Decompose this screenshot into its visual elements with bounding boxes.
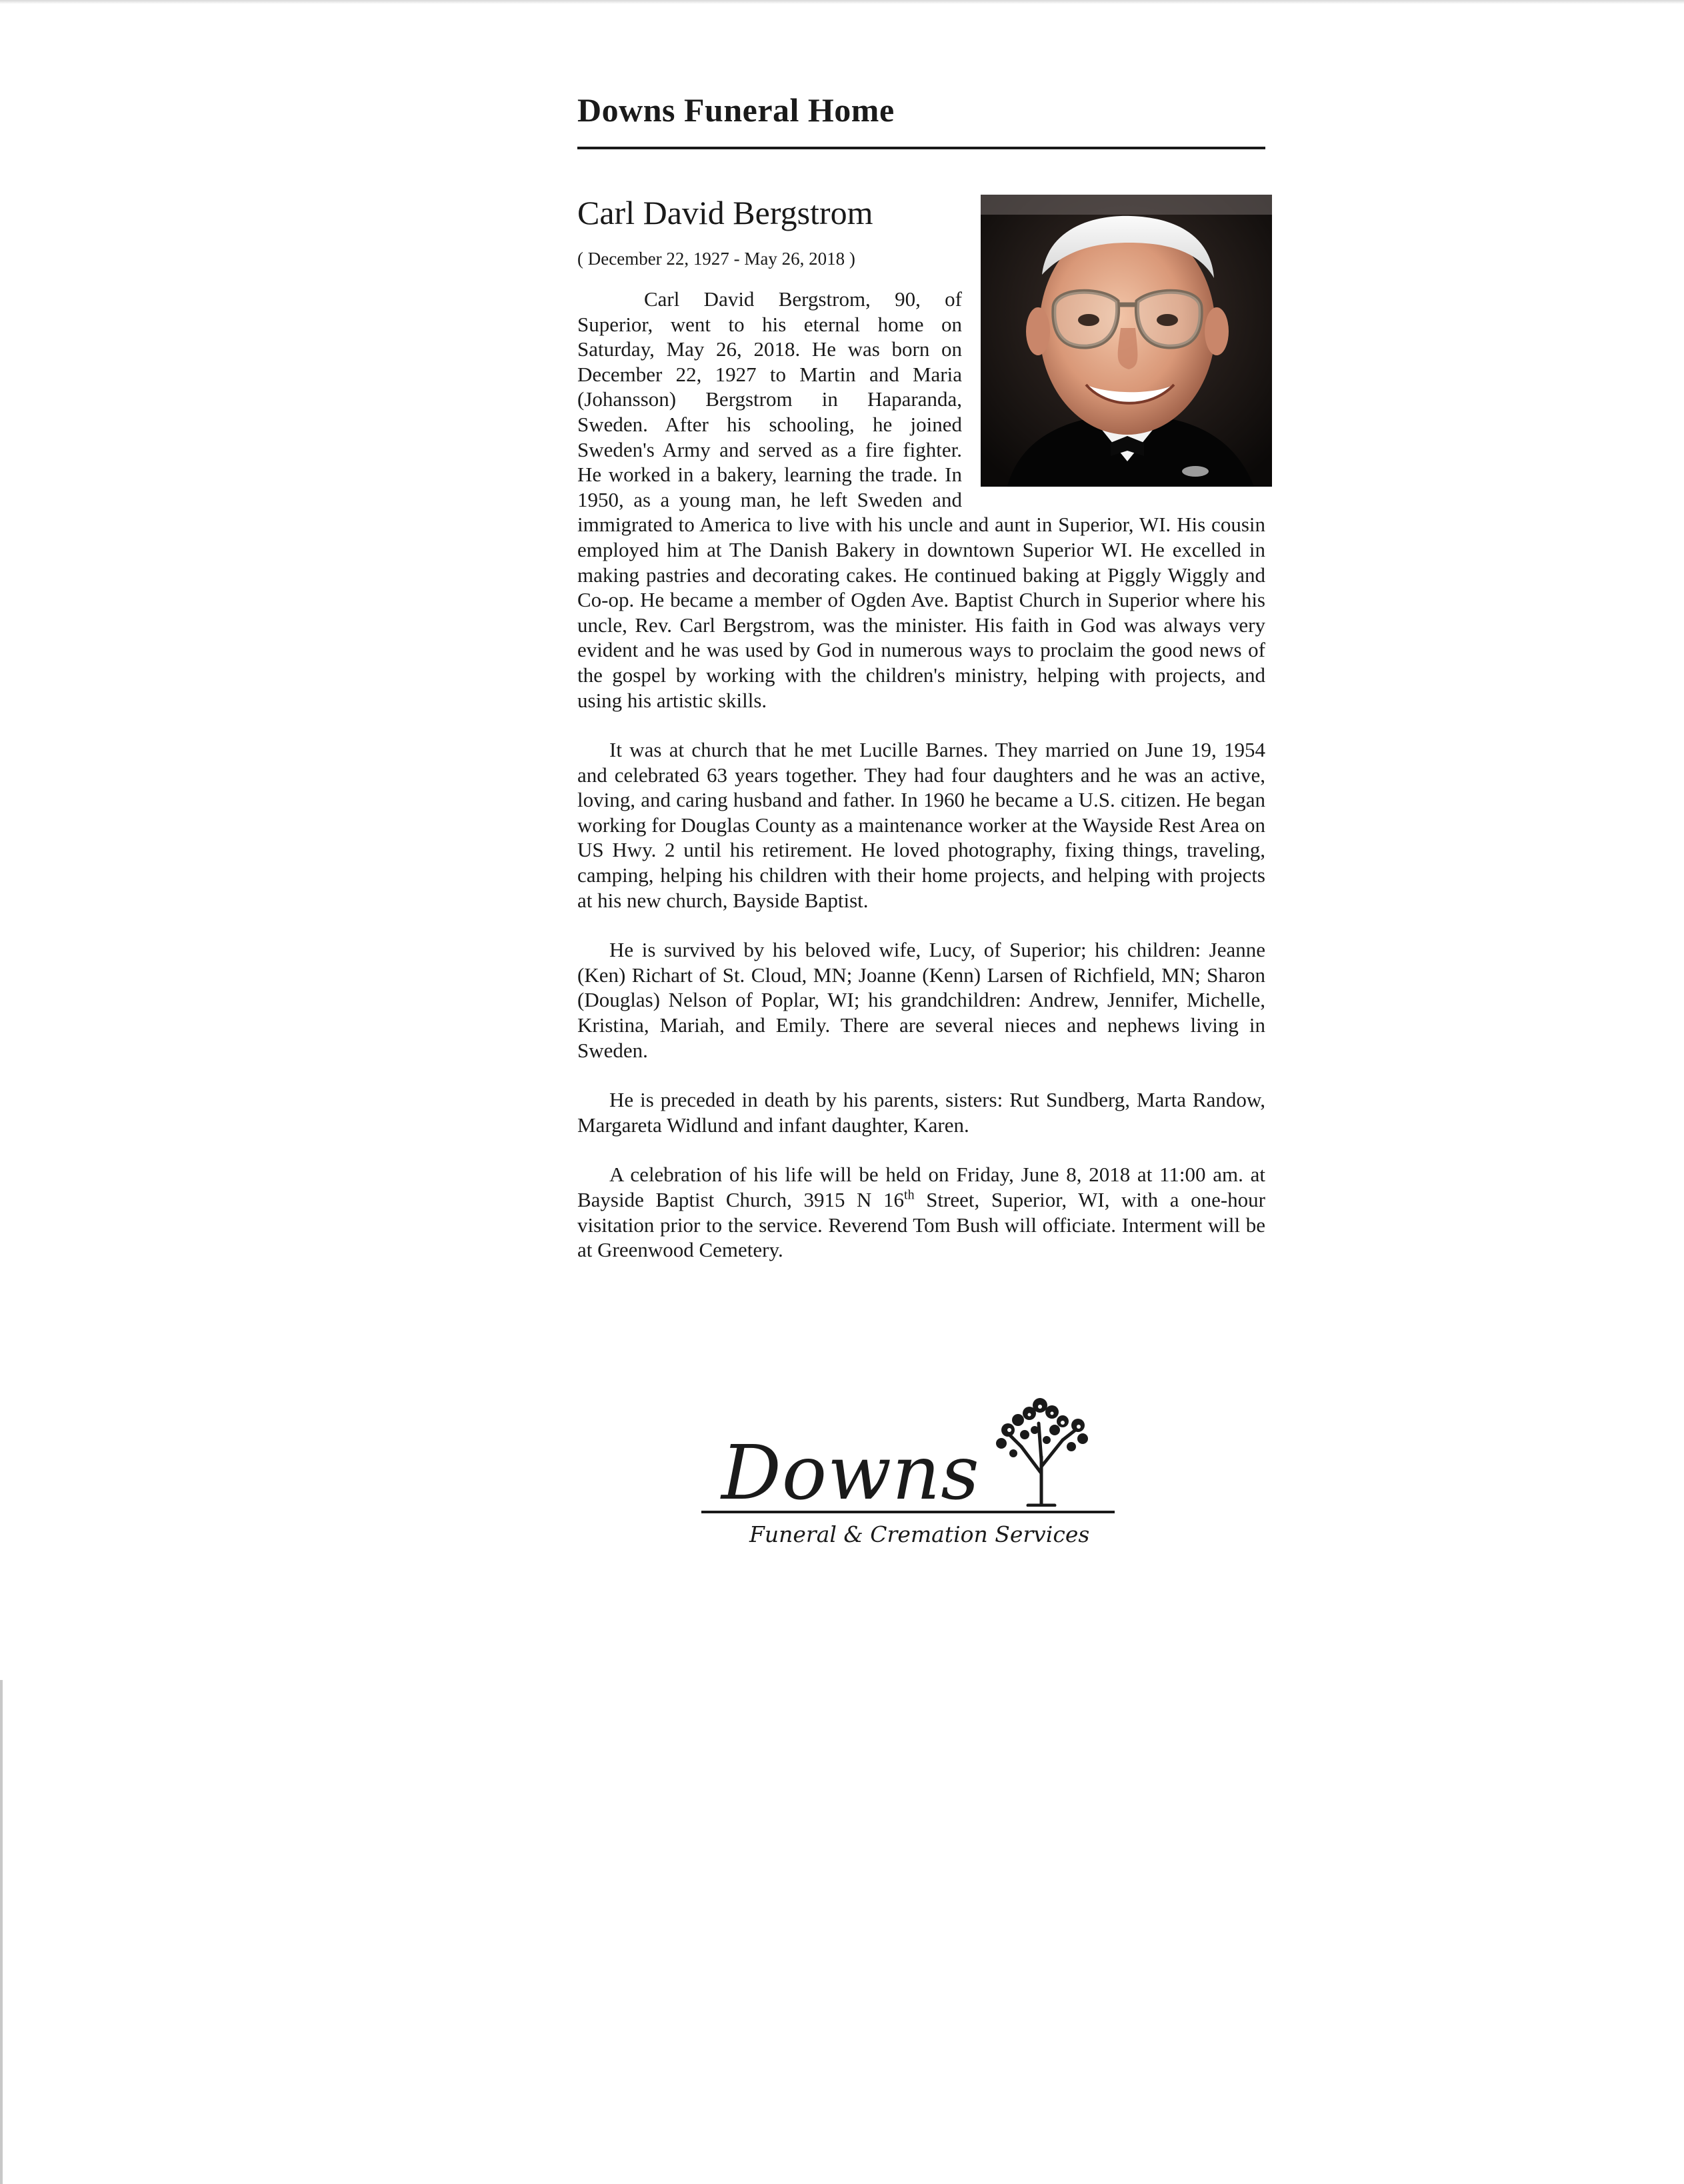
obituary-paragraph: It was at church that he met Lucille Barnes. They married on June 19, 1954 and celebrated 63 years together. They had four daughters and he was an active, loving, and caring husband and father. In 1960 he became a U.S. citizen. He began working for Douglas County as a maintenance worker at the Wayside Rest Area on US Hwy. 2 until his retirement. He loved photography, fixing things, traveling, camping, helping his children with their home projects, and helping with projects at his new church, Bayside Baptist. (577, 738, 1265, 912)
downs-logo (701, 1393, 1115, 1553)
page-header-title: Downs Funeral Home (577, 91, 895, 129)
obituary-name: Carl David Bergstrom (577, 194, 873, 231)
obituary-paragraph: He is preceded in death by his parents, sisters: Rut Sundberg, Marta Randow, Margareta Widlund and infant daughter, Karen. (577, 1088, 1265, 1137)
service-superscript: th (904, 1187, 915, 1203)
obituary-paragraph: He is survived by his beloved wife, Lucy, of Superior; his children: Jeanne (Ken) Richart of St. Cloud, MN; Joanne (Kenn) Larsen of Richfield, MN; Sharon (Douglas) Nelson of Poplar, WI; his grandchildren: Andrew, Jennifer, Michelle, Kristina, Mariah, and Emily. There are several nieces and nephews living in Sweden. (577, 938, 1265, 1062)
logo-tagline: Funeral & Cremation Services (749, 1521, 1090, 1547)
obituary-dates: ( December 22, 1927 - May 26, 2018 ) (577, 249, 855, 269)
obituary-paragraph: Carl David Bergstrom, 90, of Superior, went to his eternal home on Saturday, May 26, 2018. He was born on December 22, 1927 to Martin and Maria (Johansson) Bergstrom in Haparanda, Sweden. After his schooling, he joined Sweden's Army and served as a fire fighter. He worked in a bakery, learning the trade. In 1950, as a young man, he left Sweden and immigrated to America to live with his uncle and aunt in Superior, WI. His cousin employed him at The Danish Bakery in downtown Superior WI. He excelled in making pastries and decorating cakes. He continued baking at Piggly Wiggly and Co-op. He became a member of Ogden Ave. Baptist Church in Superior where his uncle, Rev. Carl Bergstrom, was the minister. His faith in God was always very evident and he was used by God in numerous ways to proclaim the good news of the gospel by working with the children's ministry, helping with projects, and using his artistic skills. (577, 287, 1265, 712)
header-rule (577, 147, 1265, 149)
portrait-photo (981, 195, 1272, 487)
service-text-after: Street, Superior, WI, with a one-hour visitation prior to the service. Reverend Tom Bush will officiate. Interment will be at Greenwood Cemetery. (577, 1188, 1265, 1262)
tree-icon (988, 1393, 1095, 1507)
obituary-article (577, 189, 1265, 1263)
service-paragraph (577, 1162, 1265, 1262)
portrait-photo-graphic (981, 195, 1272, 487)
scan-edge-top (0, 0, 1684, 4)
logo-rule (701, 1511, 1115, 1513)
logo-wordmark: Downs (721, 1430, 980, 1517)
obituary-page (577, 87, 1265, 1287)
scan-edge-left (0, 1680, 3, 2184)
service-text-before: A celebration of his life will be held on Friday, June 8, 2018 at 11:00 am. at Bayside Baptist Church, 3915 N 16 (577, 1163, 1265, 1211)
